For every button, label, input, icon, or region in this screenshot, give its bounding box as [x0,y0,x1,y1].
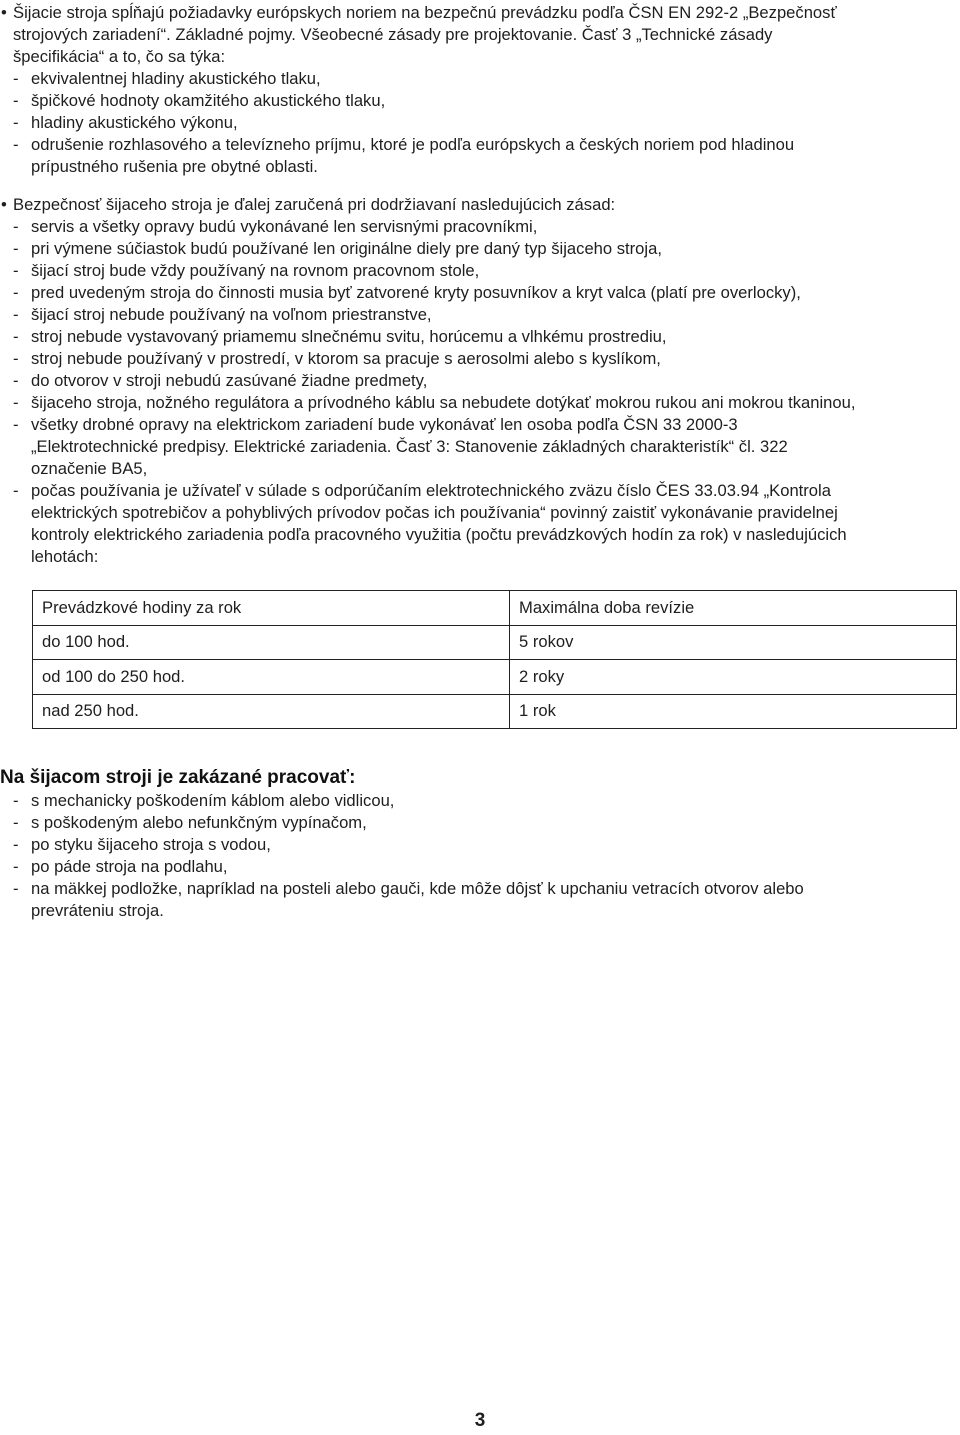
list-item [13,134,952,178]
table-row [33,694,957,729]
dash-marker: - [13,415,19,434]
document-page [0,2,960,568]
list-item-text: označenie BA5, [31,459,148,478]
list-item [13,260,952,282]
bullet-section-safety [0,194,952,568]
table-cell: nad 250 hod. [33,694,510,729]
list-item [13,304,952,326]
list-item-text: pred uvedeným stroja do činnosti musia byť zatvorené kryty posuvníkov a kryt valca (platí pre overlocky), [31,283,801,302]
dash-marker: - [13,349,19,368]
list-item-text: ekvivalentnej hladiny akustického tlaku, [31,69,321,88]
list-item [13,90,952,112]
list-item-text: s mechanicky poškodením káblom alebo vidlicou, [31,791,395,810]
list-item-text: prípustného rušenia pre obytné oblasti. [31,157,318,176]
list-item [13,790,960,812]
list-item-text: „Elektrotechnické predpisy. Elektrické zariadenia. Časť 3: Stanovenie základných charakteristík“ čl. 322 [31,437,788,456]
list-item-text: všetky drobné opravy na elektrickom zariadení bude vykonávať len osoba podľa ČSN 33 2000-3 [31,415,738,434]
list-item-text: pri výmene súčiastok budú používané len originálne diely pre daný typ šijaceho stroja, [31,239,662,258]
standards-list [13,68,952,178]
dash-marker: - [13,371,19,390]
page-number: 3 [474,1410,486,1431]
dash-marker: - [13,327,19,346]
section-heading: Na šijacom stroji je zakázané pracovať: [0,767,356,788]
paragraph-line: Bezpečnosť šijaceho stroja je ďalej zaručená pri dodržiavaní nasledujúcich zásad: [13,195,616,214]
table-header-cell: Prevádzkové hodiny za rok [33,591,510,626]
list-item [13,216,952,238]
paragraph-line: špecifikácia“ a to, čo sa týka: [13,47,226,66]
dash-marker: - [13,791,19,810]
safety-rules-list [13,216,952,568]
list-item [13,392,952,414]
table-cell: do 100 hod. [33,625,510,660]
list-item-text: hladiny akustického výkonu, [31,113,238,132]
list-item-text: lehotách: [31,547,99,566]
table-row [33,660,957,695]
bullet-section-standards [0,2,952,178]
dash-marker: - [13,835,19,854]
table-cell: 1 rok [510,694,957,729]
dash-marker: - [13,879,19,898]
list-item [13,856,960,878]
list-item-text: šijací stroj nebude používaný na voľnom priestranstve, [31,305,432,324]
dash-marker: - [13,91,19,110]
dash-marker: - [13,857,19,876]
list-item-text: špičkové hodnoty okamžitého akustického tlaku, [31,91,386,110]
table-row [33,625,957,660]
list-item [13,112,952,134]
dash-marker: - [13,69,19,88]
list-item-text: stroj nebude používaný v prostredí, v ktorom sa pracuje s aerosolmi alebo s kyslíkom, [31,349,661,368]
dash-marker: - [13,283,19,302]
dash-marker: - [13,135,19,154]
list-item-text: šijaceho stroja, nožného regulátora a prívodného káblu sa nebudete dotýkať mokrou rukou ani mokrou tkaninou, [31,393,856,412]
table-cell: od 100 do 250 hod. [33,660,510,695]
bullet-icon: • [1,195,7,214]
list-item-text: po páde stroja na podlahu, [31,857,228,876]
dash-marker: - [13,239,19,258]
list-item-text: elektrických spotrebičov a pohyblivých prívodov počas ich používania“ povinný zaistiť vykonávanie pravidelnej [31,503,838,522]
list-item-text: servis a všetky opravy budú vykonávané len servisnými pracovníkmi, [31,217,538,236]
dash-marker: - [13,305,19,324]
table-cell: 2 roky [510,660,957,695]
list-item [13,282,952,304]
dash-marker: - [13,261,19,280]
list-item [13,370,952,392]
list-item-text: šijací stroj bude vždy používaný na rovnom pracovnom stole, [31,261,480,280]
list-item-text: prevráteniu stroja. [31,901,164,920]
list-item [13,414,952,480]
dash-marker: - [13,813,19,832]
revision-intervals-table [32,590,957,729]
list-item [13,480,952,568]
list-item [13,238,952,260]
table-header-cell: Maximálna doba revízie [510,591,957,626]
list-item [13,812,960,834]
list-item [13,326,952,348]
list-item-text: po styku šijaceho stroja s vodou, [31,835,271,854]
list-item-text: na mäkkej podložke, napríklad na posteli alebo gauči, kde môže dôjsť k upchaniu vetracích otvorov alebo [31,879,804,898]
list-item [13,878,960,922]
bullet-icon: • [1,3,7,22]
list-item [13,68,952,90]
dash-marker: - [13,393,19,412]
prohibited-list [0,790,960,922]
dash-marker: - [13,113,19,132]
table-cell: 5 rokov [510,625,957,660]
list-item [13,348,952,370]
list-item-text: kontroly elektrického zariadenia podľa pracovného využitia (počtu prevádzkových hodín za rok) v nasledujúcich [31,525,847,544]
list-item [13,834,960,856]
prohibited-use-section [0,766,960,922]
list-item-text: s poškodeným alebo nefunkčným vypínačom, [31,813,367,832]
table-header-row [33,591,957,626]
dash-marker: - [13,481,19,500]
list-item-text: počas používania je užívateľ v súlade s odporúčaním elektrotechnického zväzu číslo ČES 33.03.94 „Kontrola [31,481,831,500]
paragraph-line: Šijacie stroja spĺňajú požiadavky európskych noriem na bezpečnú prevádzku podľa ČSN EN 292-2 „Bezpečnosť [13,3,837,22]
dash-marker: - [13,217,19,236]
list-item-text: odrušenie rozhlasového a televízneho príjmu, ktoré je podľa európskych a českých noriem pod hladinou [31,135,795,154]
list-item-text: do otvorov v stroji nebudú zasúvané žiadne predmety, [31,371,428,390]
paragraph-line: strojových zariadení“. Základné pojmy. Všeobecné zásady pre projektovanie. Časť 3 „Technické zásady [13,25,773,44]
list-item-text: stroj nebude vystavovaný priamemu slnečnému svitu, horúcemu a vlhkému prostrediu, [31,327,667,346]
